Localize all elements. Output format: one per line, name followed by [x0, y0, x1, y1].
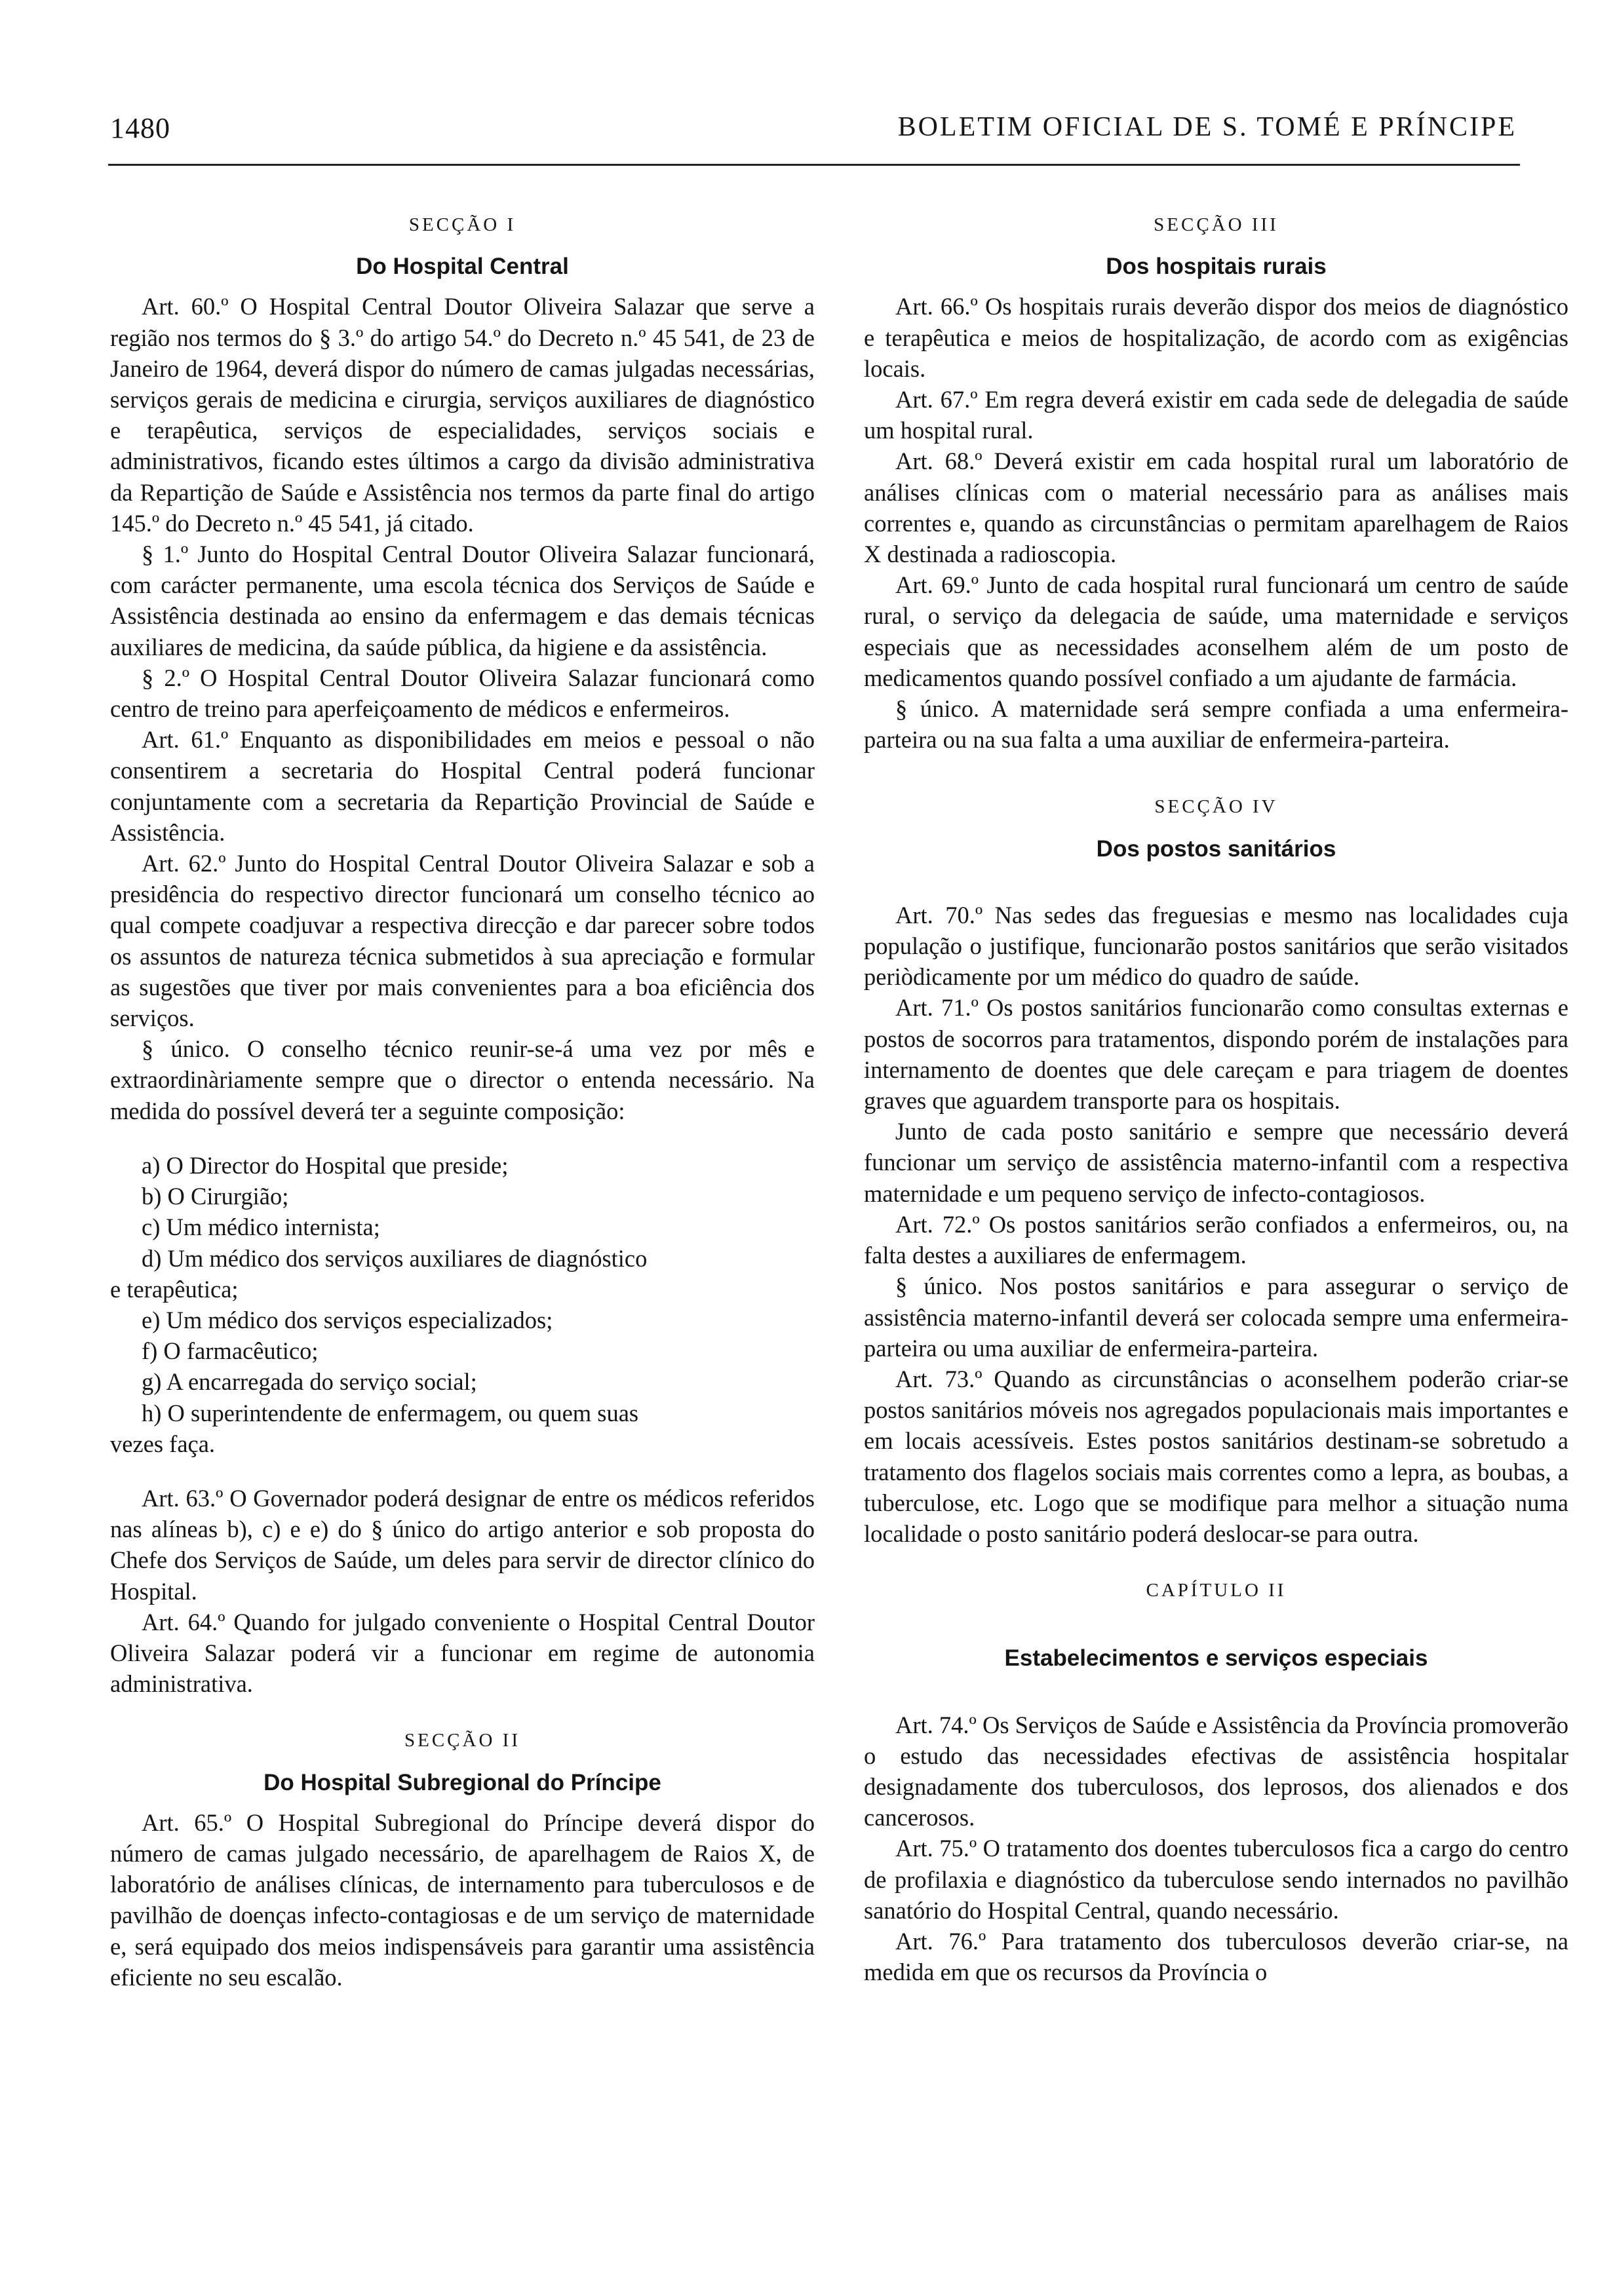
list-item: e terapêutica;: [110, 1275, 239, 1303]
paragraph: Art. 70.º Nas sedes das freguesias e mesmo nas localidades cuja população o justifique, funcionarão postos sanitários que serão visitados periòdicamente por um médico do quadro de saúde.: [864, 901, 1568, 991]
list-item: d) Um médico dos serviços auxiliares de diagnóstico: [142, 1244, 648, 1272]
spacer: [864, 1683, 1568, 1710]
chapter-label: CAPÍTULO II: [1146, 1580, 1287, 1601]
section-label: SECÇÃO IV: [1154, 796, 1278, 818]
paragraph: § único. O conselho técnico reunir-se-á uma vez por mês e extraordinàriamente sempre que o director o entenda necessário. Na medida do possível deverá ter a seguinte composição:: [110, 1035, 815, 1124]
paragraph: Art. 69.º Junto de cada hospital rural funcionará um centro de saúde rural, o serviço da delegacia de saúde, uma maternidade e serviços especiais que as necessidades aconselhem além de um posto de medicamentos quando possível confiado a um ajudante de farmácia.: [864, 571, 1568, 691]
spacer: [110, 1459, 815, 1483]
right-column: [864, 210, 1568, 1987]
paragraph: Junto de cada posto sanitário e sempre que necessário deverá funcionar um serviço de assistência materno-infantil com a respectiva maternidade e um pequeno serviço de infecto-contagiosos.: [864, 1118, 1568, 1207]
header-rule: [108, 164, 1520, 166]
section-title: Dos hospitais rurais: [1106, 254, 1327, 280]
page-number: 1480: [110, 112, 170, 144]
paragraph: Art. 65.º O Hospital Subregional do Príncipe deverá dispor do número de camas julgado necessário, de aparelhagem de Raios X, de laboratório de análises clínicas, de internamento para tuberculosos e de pavilhão de doenças infecto-contagiosas e de um serviço de maternidade e, será equipado dos meios indispensáveis para garantir uma assistência eficiente no seu escalão.: [110, 1808, 815, 1991]
paragraph: Art. 64.º Quando for julgado conveniente o Hospital Central Doutor Oliveira Salazar poderá vir a funcionar em regime de autonomia administrativa.: [110, 1608, 815, 1698]
list-item: e) Um médico dos serviços especializados;: [142, 1306, 553, 1333]
paragraph: Art. 66.º Os hospitais rurais deverão dispor dos meios de diagnóstico e terapêutica e meios de hospitalização, de acordo com as exigências locais.: [864, 293, 1568, 382]
list-item: b) O Cirurgião;: [142, 1183, 289, 1210]
section-title: Do Hospital Subregional do Príncipe: [263, 1769, 661, 1795]
section-title: Dos postos sanitários: [1096, 835, 1336, 862]
list-item: vezes faça.: [110, 1430, 216, 1457]
spacer: [864, 755, 1568, 792]
list-item: f) O farmacêutico;: [142, 1337, 319, 1365]
spacer: [864, 873, 1568, 900]
spacer: [110, 1126, 815, 1150]
left-column: [110, 210, 815, 1993]
list-item: c) Um médico internista;: [142, 1214, 380, 1241]
list-item: g) A encarregada do serviço social;: [142, 1368, 477, 1396]
paragraph: Art. 63.º O Governador poderá designar de entre os médicos referidos nas alíneas b), c) e e) do § único do artigo anterior e sob proposta do Chefe dos Serviços de Saúde, um deles para servir de director clínico do Hospital.: [110, 1484, 815, 1605]
paragraph: Art. 68.º Deverá existir em cada hospital rural um laboratório de análises clínicas com o material necessário para as análises mais correntes e, quando as circunstâncias o permitam aparelhagem de Raios X destinada a radioscopia.: [864, 448, 1568, 568]
paragraph: Art. 76.º Para tratamento dos tuberculosos deverão criar-se, na medida em que os recursos da Província o: [864, 1927, 1568, 1986]
paragraph: Art. 60.º O Hospital Central Doutor Oliveira Salazar que serve a região nos termos do § 3.º do artigo 54.º do Decreto n.º 45 541, de 23 de Janeiro de 1964, deverá dispor do número de camas julgadas necessárias, serviços gerais de medicina e cirurgia, serviços auxiliares de diagnóstico e terapêutica, serviços de especialidades, serviços sociais e administrativos, ficando estes últimos a cargo da divisão administrativa da Repartição de Saúde e Assistência nos termos da parte final do artigo 145.º do Decreto n.º 45 541, já citado.: [110, 293, 815, 537]
list-item: a) O Director do Hospital que preside;: [142, 1151, 509, 1179]
paragraph: § único. Nos postos sanitários e para assegurar o serviço de assistência materno-infantil deverá ser colocada sempre uma enfermeira-parteira ou uma auxiliar de enfermeira-parteira.: [864, 1272, 1568, 1362]
spacer: [110, 1699, 815, 1725]
chapter-title: Estabelecimentos e serviços especiais: [1004, 1645, 1428, 1672]
paragraph: Art. 72.º Os postos sanitários serão confiados a enfermeiros, ou, na falta destes a auxiliares de enfermagem.: [864, 1210, 1568, 1269]
paragraph: Art. 61.º Enquanto as disponibilidades em meios e pessoal o não consentirem a secretaria do Hospital Central poderá funcionar conjuntamente com a secretaria da Repartição Provincial de Saúde e Assistência.: [110, 726, 815, 846]
section-title: Do Hospital Central: [356, 254, 569, 280]
section-label: SECÇÃO II: [404, 1730, 520, 1751]
section-label: SECÇÃO I: [408, 214, 516, 235]
running-head: BOLETIM OFICIAL DE S. TOMÉ E PRÍNCIPE: [897, 112, 1517, 142]
spacer: [864, 1549, 1568, 1575]
paragraph: Art. 73.º Quando as circunstâncias o aconselhem poderão criar-se postos sanitários móveis nos agregados populacionais mais importantes e em locais acessíveis. Estes postos sanitários destinam-se sobretudo a tratamento dos flagelos sociais mais correntes como a lepra, as boubas, a tuberculose, etc. Logo que se modifique para melhor a situação numa localidade o posto sanitário poderá deslocar-se para outra.: [864, 1365, 1568, 1547]
paragraph: Art. 71.º Os postos sanitários funcionarão como consultas externas e postos de socorros para tratamentos, dispondo porém de instalações para internamento de doentes que dele careçam e para triagem de doentes graves que aguardem transporte para os hospitais.: [864, 994, 1568, 1115]
paragraph: Art. 67.º Em regra deverá existir em cada sede de delegadia de saúde um hospital rural.: [864, 386, 1568, 444]
paragraph: § único. A maternidade será sempre confiada a uma enfermeira-parteira ou na sua falta a uma auxiliar de enfermeira-parteira.: [864, 695, 1568, 754]
paragraph: § 1.º Junto do Hospital Central Doutor Oliveira Salazar funcionará, com carácter permanente, uma escola técnica dos Serviços de Saúde e Assistência destinada ao ensino da enfermagem e das demais técnicas auxiliares de medicina, da saúde pública, da higiene e da assistência.: [110, 541, 815, 660]
paragraph: § 2.º O Hospital Central Doutor Oliveira Salazar funcionará como centro de treino para aperfeiçoamento de médicos e enfermeiros.: [110, 664, 815, 723]
paragraph: Art. 75.º O tratamento dos doentes tuberculosos fica a cargo do centro de profilaxia e diagnóstico da tuberculose sendo internados no pavilhão sanatório do Hospital Central, quando necessário.: [864, 1835, 1568, 1924]
list-item: h) O superintendente de enfermagem, ou quem suas: [142, 1399, 639, 1426]
paragraph: Art. 74.º Os Serviços de Saúde e Assistência da Província promoverão o estudo das necessidades efectivas de assistência hospitalar designadamente dos tuberculosos, dos leprosos, dos alienados e dos cancerosos.: [864, 1711, 1569, 1831]
paragraph: Art. 62.º Junto do Hospital Central Doutor Oliveira Salazar e sob a presidência do respectivo director funcionará um conselho técnico ao qual compete coadjuvar a respectiva direcção e dar parecer sobre todos os assuntos de natureza técnica submetidos à sua apreciação e formular as sugestões que tiver por mais convenientes para a boa eficiência dos serviços.: [110, 850, 815, 1032]
spacer: [864, 1617, 1568, 1643]
section-label: SECÇÃO III: [1154, 214, 1279, 235]
